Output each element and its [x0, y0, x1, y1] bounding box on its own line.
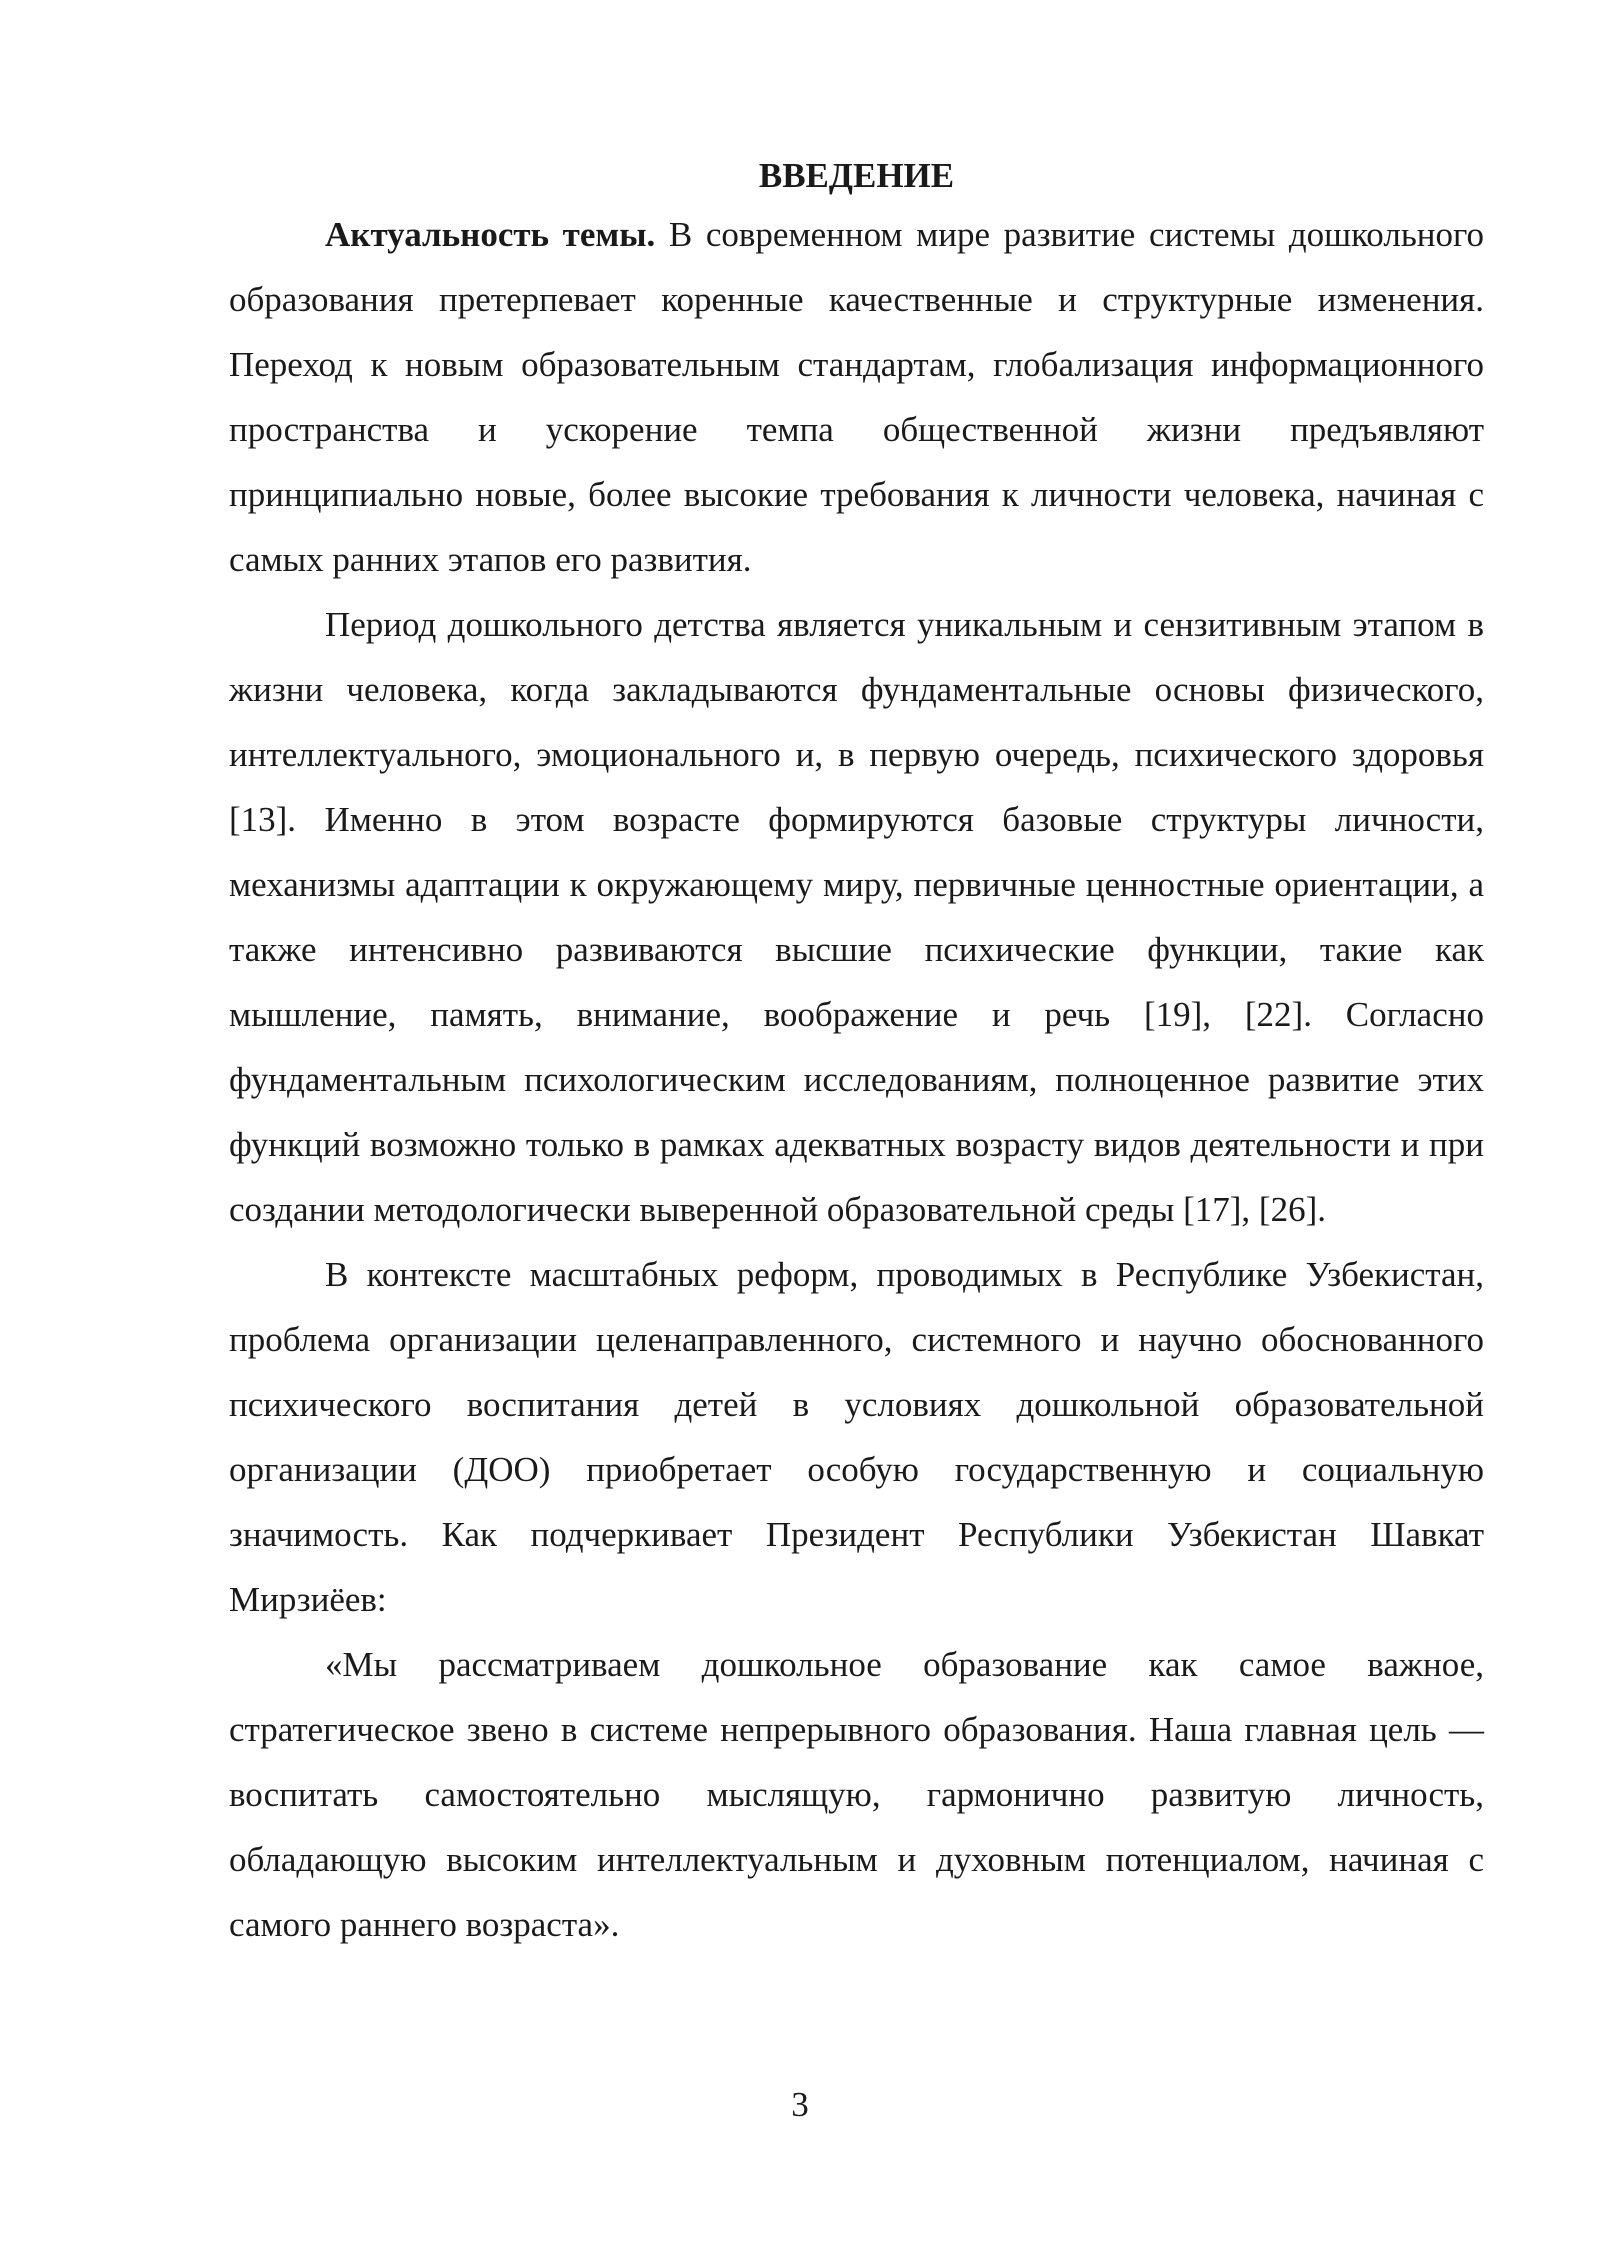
page-number: 3 [791, 2085, 809, 2124]
paragraph-lead: Актуальность темы. [325, 215, 656, 254]
document-body [229, 150, 1484, 1957]
paragraph-relevance-text: В современном мире развитие системы дошкольного образования претерпевает коренные качественные и структурные изменения. Переход к новым образовательным стандартам, глобализация информационного пространства и ускорение темпа общественной жизни предъявляют принципиально новые, более высокие требования к личности человека, начиная с самых ранних этапов его развития. [229, 215, 1484, 579]
paragraph-preschool-period: Период дошкольного детства является уникальным и сензитивным этапом в жизни человека, когда закладываются фундаментальные основы физического, интеллектуального, эмоционального и, в первую очередь, психического здоровья [13]. Именно в этом возрасте формируются базовые структуры личности, механизмы адаптации к окружающему миру, первичные ценностные ориентации, а также интенсивно развиваются высшие психические функции, такие как мышление, память, внимание, воображение и речь [19], [22]. Согласно фундаментальным психологическим исследованиям, полноценное развитие этих функций возможно только в рамках адекватных возрасту видов деятельности и при создании методологически выверенной образовательной среды [17], [26]. [229, 605, 1484, 1229]
paragraph-reform-context: В контексте масштабных реформ, проводимых в Республике Узбекистан, проблема организации целенаправленного, системного и научно обоснованного психического воспитания детей в условиях дошкольной образовательной организации (ДОО) приобретает особую государственную и социальную значимость. Как подчеркивает Президент Республики Узбекистан Шавкат Мирзиёев: [229, 1255, 1484, 1619]
section-heading: ВВЕДЕНИЕ [758, 156, 955, 195]
paragraph-quote: «Мы рассматриваем дошкольное образование как самое важное, стратегическое звено в системе непрерывного образования. Наша главная цель — воспитать самостоятельно мыслящую, гармонично развитую личность, обладающую высоким интеллектуальным и духовным потенциалом, начиная с самого раннего возраста». [229, 1645, 1484, 1944]
paragraph-relevance [229, 202, 1484, 592]
